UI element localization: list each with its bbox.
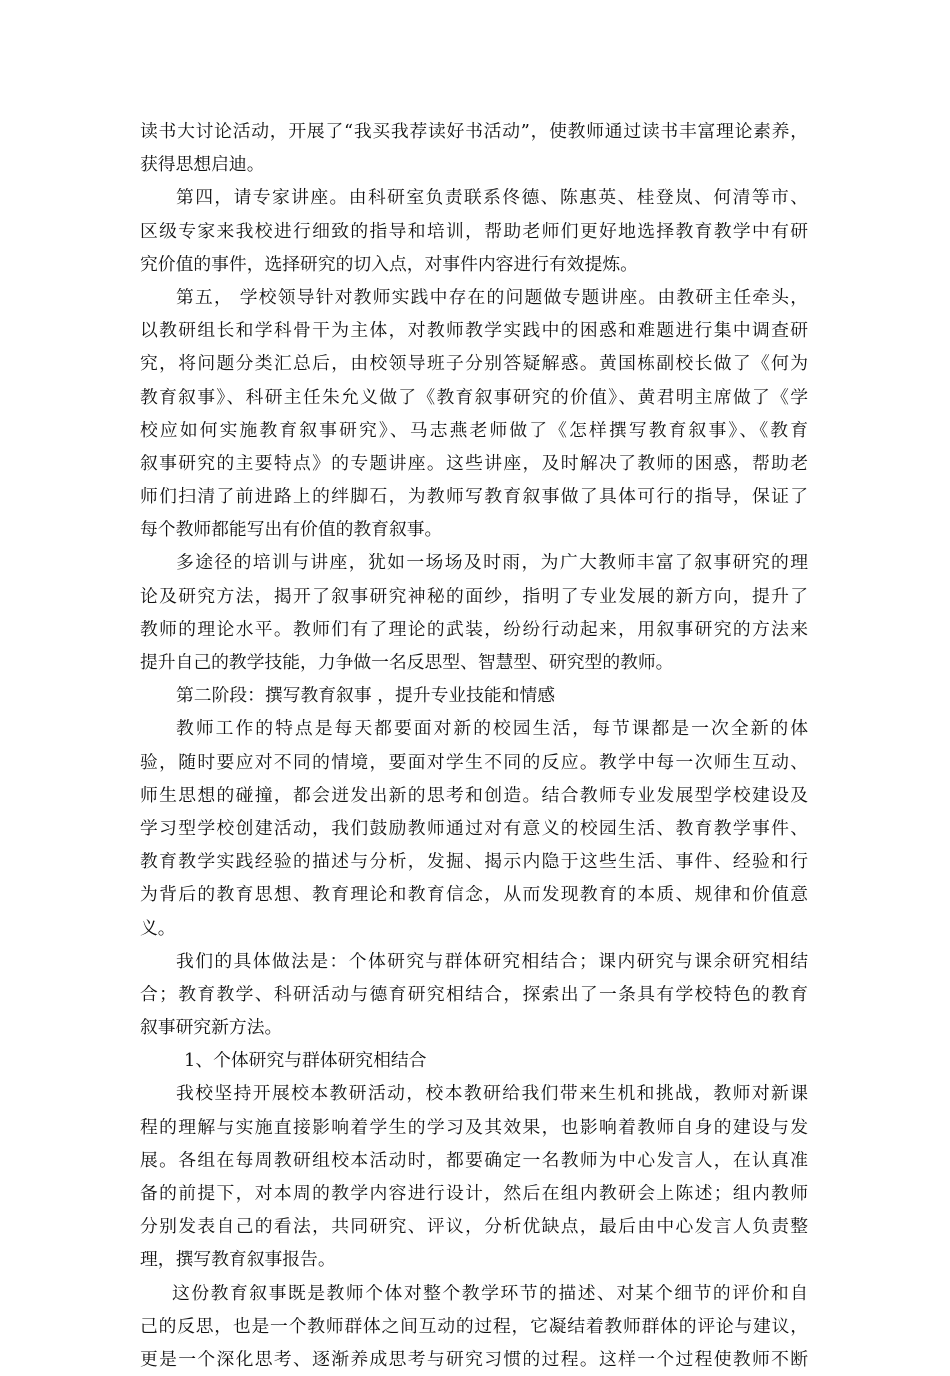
text-line: 我们的具体做法是：个体研究与群体研究相结合；课内研究与课余研究相结 bbox=[176, 950, 808, 972]
text-line: 这份教育叙事既是教师个体对整个教学环节的描述、对某个细节的评价和自 bbox=[172, 1282, 808, 1304]
text-line: 备的前提下，对本周的教学内容进行设计，然后在组内教研会上陈述；组内教师 bbox=[140, 1183, 808, 1204]
text-line: 叙事研究的主要特点》的专题讲座。这些讲座，及时解决了教师的困惑，帮助老 bbox=[140, 452, 808, 474]
text-line: 获得思想启迪。 bbox=[140, 154, 265, 176]
subsection-heading: 1、个体研究与群体研究相结合 bbox=[184, 1050, 427, 1072]
text-line: 教师工作的特点是每天都要面对新的校园生活，每节课都是一次全新的体 bbox=[176, 718, 808, 740]
text-line: 读书大讨论活动，开展了“我买我荐读好书活动”，使教师通过读书丰富理论素养， bbox=[140, 121, 808, 142]
text-line: 校应如何实施教育叙事研究》、马志燕老师做了《怎样撰写教育叙事》、《教育 bbox=[140, 419, 808, 441]
text-line: 提升自己的教学技能，力争做一名反思型、智慧型、研究型的教师。 bbox=[140, 652, 674, 673]
text-line: 更是一个深化思考、逐渐养成思考与研究习惯的过程。这样一个过程使教师不断 bbox=[140, 1348, 808, 1370]
text-line: 验，随时要应对不同的情境，要面对学生不同的反应。教学中每一次师生互动、 bbox=[140, 751, 808, 773]
text-line: 第四，请专家讲座。由科研室负责联系佟德、陈惠英、桂登岚、何清等市、 bbox=[176, 187, 808, 209]
text-line: 教师的理论水平。教师们有了理论的武装，纷纷行动起来，用叙事研究的方法来 bbox=[140, 618, 808, 640]
text-line: 我校坚持开展校本教研活动，校本教研给我们带来生机和挑战，教师对新课 bbox=[176, 1083, 808, 1105]
text-line: 师们扫清了前进路上的绊脚石，为教师写教育叙事做了具体可行的指导，保证了 bbox=[140, 486, 808, 508]
text-line: 究，将问题分类汇总后，由校领导班子分别答疑解惑。黄国栋副校长做了《何为 bbox=[140, 353, 808, 375]
text-line: 论及研究方法，揭开了叙事研究神秘的面纱，指明了专业发展的新方向，提升了 bbox=[140, 585, 808, 607]
text-line: 区级专家来我校进行细致的指导和培训，帮助老师们更好地选择教育教学中有研 bbox=[140, 220, 808, 242]
text-line: 以教研组长和学科骨干为主体，对教师教学实践中的困惑和难题进行集中调查研 bbox=[140, 320, 808, 342]
text-line: 教育叙事》、科研主任朱允义做了《教育叙事研究的价值》、黄君明主席做了《学 bbox=[140, 386, 808, 408]
text-line: 为背后的教育思想、教育理论和教育信念，从而发现教育的本质、规律和价值意 bbox=[140, 884, 808, 906]
text-line: 理，撰写教育叙事报告。 bbox=[140, 1249, 336, 1271]
text-line: 每个教师都能写出有价值的教育叙事。 bbox=[140, 519, 443, 541]
text-line: 教育教学实践经验的描述与分析，发掘、揭示内隐于这些生活、事件、经验和行 bbox=[140, 851, 808, 873]
text-line: 己的反思，也是一个教师群体之间互动的过程，它凝结着教师群体的评论与建议， bbox=[140, 1315, 808, 1337]
text-line: 多途径的培训与讲座，犹如一场场及时雨，为广大教师丰富了叙事研究的理 bbox=[176, 552, 808, 574]
text-line: 合；教育教学、科研活动与德育研究相结合，探索出了一条具有学校特色的教育 bbox=[140, 983, 808, 1005]
section-heading: 第二阶段：撰写教育叙事 ，提升专业技能和情感 bbox=[176, 685, 556, 707]
text-line: 第五， 学校领导针对教师实践中存在的问题做专题讲座。由教研主任牵头， bbox=[176, 286, 808, 308]
text-line: 分别发表自己的看法，共同研究、评议，分析优缺点，最后由中心发言人负责整 bbox=[140, 1216, 808, 1238]
text-line: 叙事研究新方法。 bbox=[140, 1017, 283, 1039]
text-line: 师生思想的碰撞，都会迸发出新的思考和创造。结合教师专业发展型学校建设及 bbox=[140, 784, 808, 806]
text-line: 义。 bbox=[140, 917, 176, 939]
text-line: 展。各组在每周教研组校本活动时，都要确定一名教师为中心发言人，在认真准 bbox=[140, 1149, 808, 1171]
document-body bbox=[140, 115, 808, 1376]
text-line: 程的理解与实施直接影响着学生的学习及其效果，也影响着教师自身的建设与发 bbox=[140, 1116, 808, 1138]
text-line: 究价值的事件，选择研究的切入点，对事件内容进行有效提炼。 bbox=[140, 253, 638, 275]
text-line: 学习型学校创建活动，我们鼓励教师通过对有意义的校园生活、教育教学事件、 bbox=[140, 817, 808, 839]
